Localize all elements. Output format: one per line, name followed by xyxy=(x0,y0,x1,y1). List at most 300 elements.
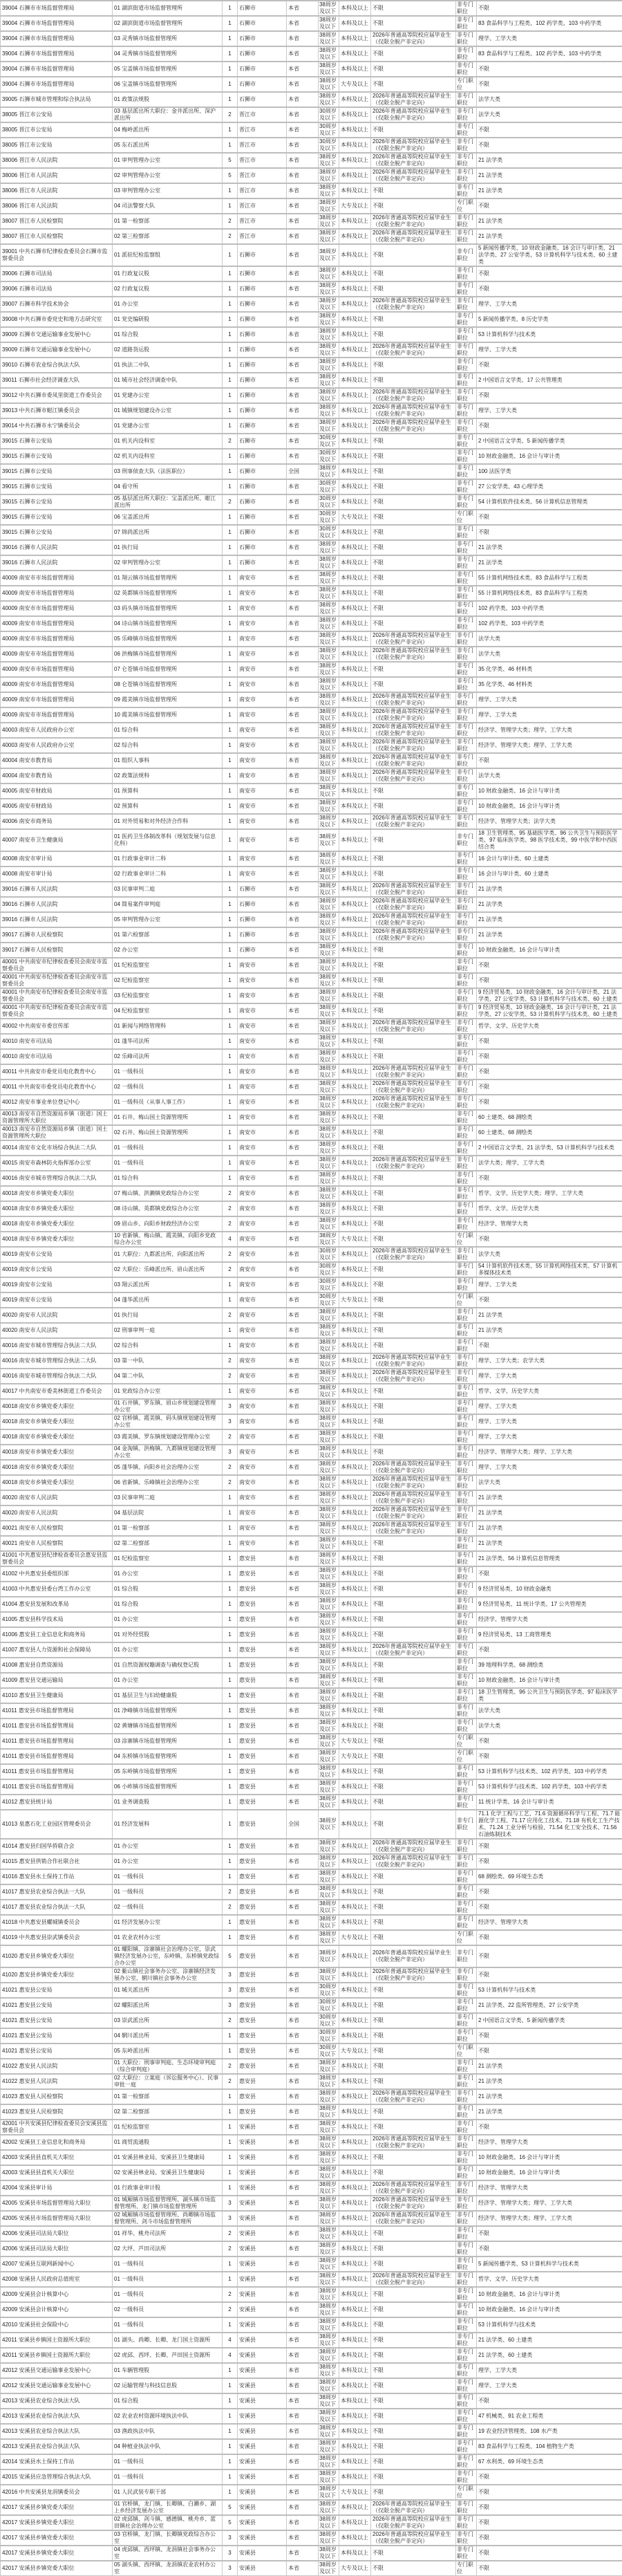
cell-age: 38周岁及以下 xyxy=(319,1551,339,1566)
cell-count: 1 xyxy=(223,799,238,814)
cell-unit: 41006 惠安县工业信息化和商务局 xyxy=(1,1627,113,1642)
cell-unit: 39015 石狮市公安局 xyxy=(1,464,113,479)
cell-age: 38周岁及以下 xyxy=(319,92,339,107)
cell-count: 1 xyxy=(223,1930,238,1945)
cell-count: 1 xyxy=(223,31,238,46)
cell-location: 惠安县 xyxy=(238,2013,287,2028)
cell-age: 38周岁及以下 xyxy=(319,1582,339,1597)
cell-unit: 38005 晋江市公安局 xyxy=(1,138,113,153)
cell-count: 1 xyxy=(223,2378,238,2393)
cell-other: 不限 xyxy=(371,1323,456,1338)
cell-age: 38周岁及以下 xyxy=(319,2272,339,2287)
table-row xyxy=(1,244,622,266)
cell-unit: 40018 南安市乡镇党委大职位 xyxy=(1,1414,113,1429)
table-row xyxy=(1,1945,622,1967)
cell-location: 石狮市 xyxy=(238,266,287,281)
cell-count: 1 xyxy=(223,2485,238,2500)
cell-unit: 40019 南安市公安局 xyxy=(1,1277,113,1292)
cell-position: 01 一级科员 xyxy=(113,1156,223,1171)
cell-position: 03 民事审判二庭 xyxy=(113,882,223,897)
cell-unit: 40007 南安市卫生健康局 xyxy=(1,829,113,851)
cell-unit: 41020 惠安县乡镇党委大职位 xyxy=(1,1945,113,1967)
cell-scope: 本省 xyxy=(287,2439,319,2454)
cell-other: 不限 xyxy=(371,1627,456,1642)
table-row xyxy=(1,723,622,738)
cell-location: 晋江市 xyxy=(238,138,287,153)
cell-unit: 39004 石狮市市场监督管理局 xyxy=(1,31,113,46)
cell-count: 1 xyxy=(223,1095,238,1110)
cell-scope: 本省 xyxy=(287,1597,319,1612)
table-row xyxy=(1,107,622,122)
cell-unit: 39016 石狮市人民法院 xyxy=(1,555,113,571)
cell-age: 38周岁及以下 xyxy=(319,540,339,555)
cell-scope: 本省 xyxy=(287,1582,319,1597)
cell-education: 本科及以上 xyxy=(339,312,371,327)
cell-scope: 本省 xyxy=(287,1688,319,1703)
cell-unit: 39005 石狮市城市管理和综合执法局 xyxy=(1,92,113,107)
cell-post-type: 非专门职位 xyxy=(456,555,477,571)
table-row xyxy=(1,1795,622,1810)
cell-age: 38周岁及以下 xyxy=(319,1795,339,1810)
cell-location: 石狮市 xyxy=(238,943,287,958)
cell-scope: 本省 xyxy=(287,2530,319,2546)
cell-count: 1 xyxy=(223,1597,238,1612)
cell-post-type: 非专门职位 xyxy=(456,2287,477,2302)
cell-scope: 本省 xyxy=(287,1460,319,1475)
cell-unit: 42007 安溪县互联网新闻中心 xyxy=(1,2257,113,2272)
table-row xyxy=(1,2287,622,2302)
table-row xyxy=(1,867,622,882)
cell-post-type: 专门职位 xyxy=(456,2485,477,2500)
cell-position: 05 蓬华镇、向阳乡社会治理办公室 xyxy=(113,1460,223,1475)
cell-other: 不限 xyxy=(371,266,456,281)
cell-major: 经济学、管理学大类；理学、工学大类 xyxy=(477,723,622,738)
cell-age: 38周岁及以下 xyxy=(319,46,339,62)
cell-position: 01 安溪县林业局、安溪县卫生健康局 xyxy=(113,2150,223,2165)
cell-post-type: 非专门职位 xyxy=(456,1353,477,1369)
cell-other: 不限 xyxy=(371,1232,456,1247)
cell-post-type: 非专门职位 xyxy=(456,1003,477,1019)
cell-age: 30周岁及以下 xyxy=(319,2013,339,2028)
table-row xyxy=(1,16,622,31)
table-row xyxy=(1,122,622,138)
cell-scope: 本省 xyxy=(287,2180,319,2196)
cell-education: 本科及以上 xyxy=(339,2333,371,2348)
cell-count: 1 xyxy=(223,2393,238,2409)
cell-post-type: 非专门职位 xyxy=(456,738,477,753)
cell-position: 01 城市社会经济调查中队 xyxy=(113,373,223,388)
cell-count: 1 xyxy=(223,2104,238,2120)
cell-post-type: 非专门职位 xyxy=(456,107,477,122)
cell-location: 南安市 xyxy=(238,723,287,738)
cell-location: 惠安县 xyxy=(238,1749,287,1764)
table-body xyxy=(1,1,622,2576)
cell-other: 2026年普通高等院校应届毕业生（仅限全脱产非定向） xyxy=(371,1642,456,1658)
cell-other: 不限 xyxy=(371,1703,456,1718)
cell-post-type: 非专门职位 xyxy=(456,1551,477,1566)
cell-location: 南安市 xyxy=(238,768,287,784)
cell-location: 晋江市 xyxy=(238,122,287,138)
cell-education: 本科及以上 xyxy=(339,46,371,62)
cell-unit: 41011 惠安县市场监督管理局 xyxy=(1,1764,113,1779)
cell-location: 南安市 xyxy=(238,1292,287,1308)
cell-count: 1 xyxy=(223,1795,238,1810)
cell-education: 本科及以上 xyxy=(339,1110,371,1125)
cell-position: 05 东石派出所 xyxy=(113,138,223,153)
cell-scope: 本省 xyxy=(287,1201,319,1216)
cell-age: 30周岁及以下 xyxy=(319,1277,339,1292)
cell-education: 本科及以上 xyxy=(339,244,371,266)
cell-scope: 本省 xyxy=(287,958,319,973)
cell-other: 不限 xyxy=(371,77,456,92)
cell-unit: 42013 安溪县农业综合执法大队 xyxy=(1,2424,113,2439)
cell-location: 南安市 xyxy=(238,1079,287,1095)
cell-education: 本科及以上 xyxy=(339,1003,371,1019)
cell-post-type: 非专门职位 xyxy=(456,1582,477,1597)
cell-count: 2 xyxy=(223,1460,238,1475)
cell-scope: 本省 xyxy=(287,882,319,897)
cell-location: 石狮市 xyxy=(238,281,287,297)
cell-education: 本科及以上 xyxy=(339,738,371,753)
cell-scope: 本省 xyxy=(287,2120,319,2135)
cell-post-type: 非专门职位 xyxy=(456,266,477,281)
cell-post-type: 非专门职位 xyxy=(456,2241,477,2257)
cell-location: 安溪县 xyxy=(238,2454,287,2470)
cell-scope: 本省 xyxy=(287,1171,319,1186)
cell-education: 大专及以上 xyxy=(339,2044,371,2059)
cell-major: 2 中国语言文学类、21 法学类、53 计算机科学与技术类 xyxy=(477,1140,622,1156)
cell-count: 1 xyxy=(223,1034,238,1049)
cell-count: 5 xyxy=(223,1945,238,1967)
table-row xyxy=(1,1201,622,1216)
cell-age: 38周岁及以下 xyxy=(319,1854,339,1869)
table-row xyxy=(1,1034,622,1049)
cell-major: 55 计算机网络技术类、83 食品科学与工程类 xyxy=(477,586,622,601)
cell-age: 30周岁及以下 xyxy=(319,479,339,494)
cell-post-type: 专门职位 xyxy=(456,198,477,214)
table-row xyxy=(1,1247,622,1262)
cell-count: 2 xyxy=(223,2226,238,2241)
cell-age: 38周岁及以下 xyxy=(319,1658,339,1673)
cell-unit: 40020 南安市人民法院 xyxy=(1,1323,113,1338)
cell-age: 38周岁及以下 xyxy=(319,403,339,418)
table-row xyxy=(1,327,622,342)
cell-scope: 本省 xyxy=(287,2393,319,2409)
cell-scope: 本省 xyxy=(287,814,319,829)
cell-unit: 40019 南安市公安局 xyxy=(1,1262,113,1277)
cell-major: 经济学、管理学大类；理学、工学大类 xyxy=(477,2211,622,2226)
cell-count: 1 xyxy=(223,555,238,571)
cell-location: 石狮市 xyxy=(238,494,287,510)
cell-count: 1 xyxy=(223,2028,238,2044)
cell-post-type: 非专门职位 xyxy=(456,1064,477,1079)
cell-major: 102 药学类、103 中药学类 xyxy=(477,601,622,616)
cell-scope: 本省 xyxy=(287,31,319,46)
cell-age: 38周岁及以下 xyxy=(319,1308,339,1323)
cell-scope: 本省 xyxy=(287,2226,319,2241)
cell-count: 1 xyxy=(223,1019,238,1034)
cell-other: 2026年普通高等院校应届毕业生（仅限全脱产非定向） xyxy=(371,882,456,897)
cell-major: 不限 xyxy=(477,1749,622,1764)
cell-post-type: 非专门职位 xyxy=(456,403,477,418)
cell-count: 2 xyxy=(223,2287,238,2302)
cell-position: 01 综合科 xyxy=(113,723,223,738)
table-row xyxy=(1,2059,622,2074)
cell-post-type: 非专门职位 xyxy=(456,122,477,138)
cell-major: 不限 xyxy=(477,2515,622,2530)
cell-education: 本科及以上 xyxy=(339,1566,371,1582)
cell-education: 本科及以上 xyxy=(339,1171,371,1186)
cell-education: 本科及以上 xyxy=(339,2211,371,2226)
cell-position: 05 东岭派出所 xyxy=(113,2044,223,2059)
cell-other: 不限 xyxy=(371,1186,456,1201)
cell-post-type: 非专门职位 xyxy=(456,1186,477,1201)
cell-position: 02 石井、梅山国土资源管理所 xyxy=(113,1125,223,1140)
cell-education: 本科及以上 xyxy=(339,281,371,297)
table-row xyxy=(1,1597,622,1612)
table-row xyxy=(1,2470,622,2485)
cell-education: 本科及以上 xyxy=(339,616,371,631)
cell-other: 不限 xyxy=(371,2409,456,2424)
cell-scope: 本省 xyxy=(287,168,319,183)
cell-age: 30周岁及以下 xyxy=(319,1998,339,2013)
cell-age: 38周岁及以下 xyxy=(319,1460,339,1475)
cell-location: 安溪县 xyxy=(238,2302,287,2317)
cell-major: 理学、工学大类 xyxy=(477,692,622,707)
cell-location: 南安市 xyxy=(238,692,287,707)
cell-position: 01 对外贸易和对外经济合作科 xyxy=(113,814,223,829)
table-row xyxy=(1,1353,622,1369)
cell-major: 不限 xyxy=(477,2530,622,2546)
cell-major: 60 土建类、68 测绘类 xyxy=(477,1125,622,1140)
cell-location: 安溪县 xyxy=(238,2226,287,2241)
cell-major: 10 财政金融类、16 会计与审计类 xyxy=(477,799,622,814)
cell-unit: 40018 南安市乡镇党委大职位 xyxy=(1,1429,113,1445)
table-row xyxy=(1,153,622,168)
cell-position: 01 车辆管理股 xyxy=(113,2363,223,2378)
cell-education: 本科及以上 xyxy=(339,2089,371,2104)
cell-post-type: 非专门职位 xyxy=(456,1140,477,1156)
cell-location: 惠安县 xyxy=(238,1869,287,1884)
table-row xyxy=(1,2333,622,2348)
cell-age: 38周岁及以下 xyxy=(319,753,339,768)
cell-location: 惠安县 xyxy=(238,1673,287,1688)
cell-post-type: 非专门职位 xyxy=(456,1673,477,1688)
cell-location: 南安市 xyxy=(238,753,287,768)
cell-other: 不限 xyxy=(371,244,456,266)
table-row xyxy=(1,479,622,494)
cell-position: 02 虎邱、西坪、长卿、芦田国土资源所 xyxy=(113,2348,223,2363)
cell-other: 不限 xyxy=(371,46,456,62)
cell-scope: 本省 xyxy=(287,1779,319,1795)
cell-age: 38周岁及以下 xyxy=(319,1884,339,1900)
cell-unit: 41021 惠安县公安局 xyxy=(1,1983,113,1998)
cell-unit: 42011 安溪县乡镇国土资源所大职位 xyxy=(1,2348,113,2363)
cell-education: 大专及以上 xyxy=(339,1734,371,1749)
cell-unit: 40006 南安市商务局 xyxy=(1,814,113,829)
cell-location: 石狮市 xyxy=(238,358,287,373)
cell-major: 不限 xyxy=(477,1292,622,1308)
cell-position: 03 涂寨镇市场监督管理所 xyxy=(113,1734,223,1749)
cell-unit: 40004 南安市教育局 xyxy=(1,753,113,768)
cell-location: 安溪县 xyxy=(238,2363,287,2378)
cell-post-type: 非专门职位 xyxy=(456,1156,477,1171)
cell-position: 01 党史编研股 xyxy=(113,312,223,327)
cell-position: 04 司法警察大队 xyxy=(113,198,223,214)
cell-major: 21 法学类 xyxy=(477,168,622,183)
cell-age: 30周岁及以下 xyxy=(319,1292,339,1308)
cell-education: 本科及以上 xyxy=(339,479,371,494)
cell-count: 3 xyxy=(223,1998,238,2013)
cell-post-type: 非专门职位 xyxy=(456,2317,477,2333)
cell-position: 01 一级科员 xyxy=(113,1869,223,1884)
cell-count: 1 xyxy=(223,2363,238,2378)
cell-scope: 本省 xyxy=(287,153,319,168)
cell-age: 38周岁及以下 xyxy=(319,1612,339,1627)
cell-other: 不限 xyxy=(371,1277,456,1292)
cell-location: 南安市 xyxy=(238,1521,287,1536)
cell-unit: 40018 南安市乡镇党委大职位 xyxy=(1,1201,113,1216)
cell-major: 哲学、文学、历史学大类 xyxy=(477,2272,622,2287)
cell-count: 1 xyxy=(223,358,238,373)
table-row xyxy=(1,2409,622,2424)
cell-other: 不限 xyxy=(371,2013,456,2028)
cell-other: 不限 xyxy=(371,1810,456,1839)
cell-age: 38周岁及以下 xyxy=(319,2439,339,2454)
cell-major: 21 法学类 xyxy=(477,1323,622,1338)
cell-major: 理学、工学大类 xyxy=(477,1414,622,1429)
cell-age: 38周岁及以下 xyxy=(319,814,339,829)
cell-count: 4 xyxy=(223,2348,238,2363)
cell-education: 本科及以上 xyxy=(339,2378,371,2393)
cell-post-type: 非专门职位 xyxy=(456,1566,477,1582)
cell-major: 理学、工学大类 xyxy=(477,297,622,312)
cell-unit: 40018 南安市乡镇党委大职位 xyxy=(1,1460,113,1475)
cell-count: 1 xyxy=(223,571,238,586)
cell-count: 2 xyxy=(223,214,238,229)
cell-age: 38周岁及以下 xyxy=(319,418,339,434)
cell-other: 2026年普通高等院校应届毕业生（仅限全脱产非定向） xyxy=(371,707,456,723)
cell-major: 2 中国语言文学类、17 公共管理类 xyxy=(477,373,622,388)
cell-unit: 39015 石狮市公安局 xyxy=(1,449,113,464)
cell-age: 38周岁及以下 xyxy=(319,1216,339,1232)
cell-major: 不限 xyxy=(477,1064,622,1079)
table-row xyxy=(1,738,622,753)
cell-scope: 本省 xyxy=(287,2470,319,2485)
cell-location: 惠安县 xyxy=(238,1915,287,1930)
cell-major: 不限 xyxy=(477,358,622,373)
table-row xyxy=(1,2104,622,2120)
cell-location: 惠安县 xyxy=(238,2104,287,2120)
cell-education: 本科及以上 xyxy=(339,2150,371,2165)
cell-other: 2026年普通高等院校应届毕业生（仅限全脱产非定向） xyxy=(371,418,456,434)
cell-scope: 本省 xyxy=(287,1034,319,1049)
cell-count: 1 xyxy=(223,403,238,418)
cell-count: 2 xyxy=(223,1884,238,1900)
table-row xyxy=(1,692,622,707)
cell-position: 03 官桥镇、龙门镇、长卿镇党政综合办公室 xyxy=(113,2530,223,2546)
table-row xyxy=(1,1998,622,2013)
cell-age: 38周岁及以下 xyxy=(319,327,339,342)
cell-position: 01 行政复议股 xyxy=(113,266,223,281)
cell-education: 本科及以上 xyxy=(339,297,371,312)
cell-location: 南安市 xyxy=(238,784,287,799)
cell-age: 38周岁及以下 xyxy=(319,1384,339,1399)
cell-scope: 本省 xyxy=(287,2424,319,2439)
cell-count: 1 xyxy=(223,1338,238,1353)
cell-position: 04 辋川派出所 xyxy=(113,2028,223,2044)
cell-major: 67 水利类、69 环境生态类 xyxy=(477,2454,622,2470)
cell-major: 不限 xyxy=(477,2561,622,2576)
cell-education: 本科及以上 xyxy=(339,2500,371,2515)
cell-major: 不限 xyxy=(477,77,622,92)
cell-age: 38周岁及以下 xyxy=(319,2424,339,2439)
cell-scope: 本省 xyxy=(287,342,319,358)
cell-post-type: 非专门职位 xyxy=(456,2409,477,2424)
cell-age: 38周岁及以下 xyxy=(319,183,339,198)
table-row xyxy=(1,1049,622,1064)
cell-major: 21 法学类 xyxy=(477,1505,622,1521)
cell-count: 1 xyxy=(223,138,238,153)
cell-count: 1 xyxy=(223,601,238,616)
cell-other: 不限 xyxy=(371,1445,456,1460)
cell-major: 21 法学类 xyxy=(477,183,622,198)
cell-major: 21 法学类 xyxy=(477,912,622,927)
cell-other: 不限 xyxy=(371,943,456,958)
cell-count: 1 xyxy=(223,418,238,434)
table-row xyxy=(1,2241,622,2257)
cell-unit: 42005 安溪县市场监督管理局大职位 xyxy=(1,2211,113,2226)
cell-post-type: 非专门职位 xyxy=(456,2028,477,2044)
cell-position: 01 祥华、桃舟司法所 xyxy=(113,2226,223,2241)
table-row xyxy=(1,1156,622,1171)
cell-major: 法学大类 xyxy=(477,107,622,122)
cell-post-type: 非专门职位 xyxy=(456,707,477,723)
cell-count: 1 xyxy=(223,1839,238,1854)
cell-education: 本科及以上 xyxy=(339,1810,371,1839)
cell-age: 38周岁及以下 xyxy=(319,1049,339,1064)
cell-age: 38周岁及以下 xyxy=(319,647,339,662)
cell-other: 不限 xyxy=(371,1983,456,1998)
cell-unit: 40004 南安市教育局 xyxy=(1,768,113,784)
table-row xyxy=(1,1186,622,1201)
cell-post-type: 非专门职位 xyxy=(456,2470,477,2485)
cell-position: 03 渔政执法中队 xyxy=(113,2424,223,2439)
cell-other: 不限 xyxy=(371,1734,456,1749)
cell-location: 南安市 xyxy=(238,1140,287,1156)
cell-age: 38周岁及以下 xyxy=(319,1536,339,1551)
cell-unit: 42010 安溪县社会保险中心 xyxy=(1,2317,113,2333)
cell-location: 石狮市 xyxy=(238,1,287,16)
cell-post-type: 非专门职位 xyxy=(456,882,477,897)
table-row xyxy=(1,1019,622,1034)
cell-major: 21 法学类 xyxy=(477,540,622,555)
cell-location: 惠安县 xyxy=(238,1688,287,1703)
cell-unit: 41011 惠安县市场监督管理局 xyxy=(1,1734,113,1749)
cell-age: 38周岁及以下 xyxy=(319,2135,339,2150)
cell-location: 南安市 xyxy=(238,1369,287,1384)
cell-count: 1 xyxy=(223,707,238,723)
table-row xyxy=(1,1216,622,1232)
cell-scope: 本省 xyxy=(287,2257,319,2272)
cell-location: 南安市 xyxy=(238,1429,287,1445)
cell-age: 38周岁及以下 xyxy=(319,2530,339,2546)
cell-scope: 本省 xyxy=(287,2348,319,2363)
cell-unit: 40011 中共南安市委党员电化教育中心 xyxy=(1,1079,113,1095)
cell-position: 04 金淘镇、洪梅镇、九都镇规划建设管理办公室 xyxy=(113,1445,223,1460)
cell-location: 安溪县 xyxy=(238,2287,287,2302)
cell-other: 不限 xyxy=(371,479,456,494)
